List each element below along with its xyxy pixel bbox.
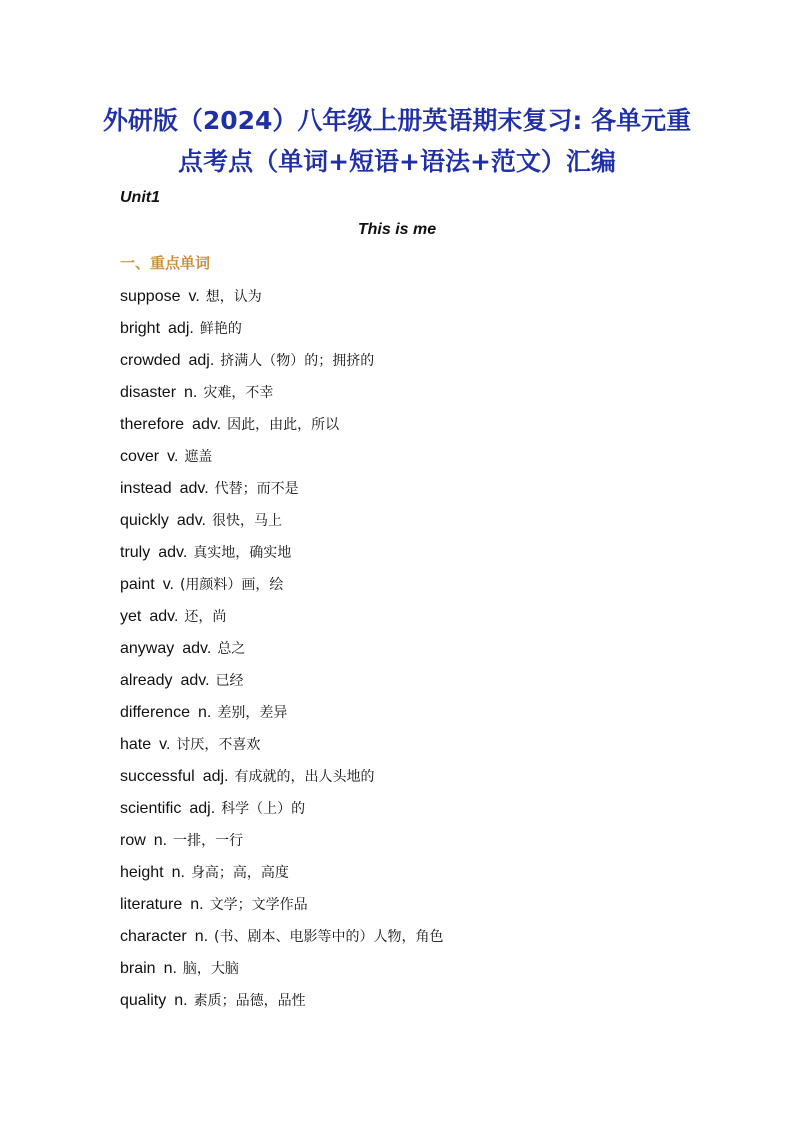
vocabulary-meaning: 挤满人（物）的；拥挤的 xyxy=(220,353,375,369)
vocabulary-part-of-speech: n. xyxy=(171,864,185,881)
vocabulary-item xyxy=(120,410,444,442)
vocabulary-word: instead xyxy=(120,480,172,497)
vocabulary-meaning: 代替；而不是 xyxy=(214,481,299,497)
vocabulary-part-of-speech: adv. xyxy=(192,416,222,433)
vocabulary-word: quality xyxy=(120,992,167,1009)
vocabulary-word: successful xyxy=(120,768,195,785)
vocabulary-word: cover xyxy=(120,448,160,465)
vocabulary-part-of-speech: adv. xyxy=(149,608,179,625)
vocabulary-word: hate xyxy=(120,736,152,753)
vocabulary-meaning: (用颜料）画，绘 xyxy=(179,577,284,593)
vocabulary-part-of-speech: adv. xyxy=(158,544,188,561)
vocabulary-item xyxy=(120,858,444,890)
vocabulary-part-of-speech: adj. xyxy=(168,320,194,337)
vocabulary-list xyxy=(120,282,444,1018)
vocabulary-meaning: 脑，大脑 xyxy=(182,961,239,977)
vocabulary-word: truly xyxy=(120,544,151,561)
vocabulary-meaning: 灾难，不幸 xyxy=(203,385,274,401)
vocabulary-item xyxy=(120,762,444,794)
vocabulary-item xyxy=(120,378,444,410)
vocabulary-meaning: 身高；高，高度 xyxy=(190,865,289,881)
vocabulary-word: scientific xyxy=(120,800,182,817)
vocabulary-part-of-speech: n. xyxy=(194,928,209,945)
vocabulary-item xyxy=(120,314,444,346)
vocabulary-word: brain xyxy=(120,960,156,977)
vocabulary-part-of-speech: adj. xyxy=(188,352,215,369)
vocabulary-word: quickly xyxy=(120,512,169,529)
document-title-line-2: 点考点（单词+短语+语法+范文）汇编 xyxy=(178,147,616,176)
vocabulary-item xyxy=(120,538,444,570)
vocabulary-word: height xyxy=(120,864,164,881)
vocabulary-word: therefore xyxy=(120,416,185,433)
vocabulary-meaning: (书、剧本、电影等中的）人物，角色 xyxy=(214,929,444,945)
vocabulary-part-of-speech: adv. xyxy=(182,640,212,657)
vocabulary-item xyxy=(120,666,444,698)
vocabulary-part-of-speech: n. xyxy=(184,384,198,401)
unit-subtitle: This is me xyxy=(357,221,437,238)
vocabulary-meaning: 因此，由此，所以 xyxy=(227,417,340,433)
vocabulary-word: row xyxy=(120,832,146,849)
vocabulary-part-of-speech: adj. xyxy=(202,768,229,785)
vocabulary-part-of-speech: adv. xyxy=(176,512,206,529)
vocabulary-item xyxy=(120,346,444,378)
vocabulary-meaning: 文学；文学作品 xyxy=(209,897,308,913)
vocabulary-item xyxy=(120,794,444,826)
vocabulary-item xyxy=(120,570,444,602)
vocabulary-meaning: 有成就的，出人头地的 xyxy=(234,769,375,785)
vocabulary-item xyxy=(120,954,444,986)
vocabulary-word: yet xyxy=(120,608,142,625)
vocabulary-meaning: 已经 xyxy=(215,673,244,689)
section-heading-key-words: 一、重点单词 xyxy=(120,254,211,272)
vocabulary-meaning: 总之 xyxy=(217,641,246,657)
document-title-line-1: 外研版（2024）八年级上册英语期末复习: 各单元重 xyxy=(102,106,692,135)
vocabulary-part-of-speech: v. xyxy=(159,736,171,753)
vocabulary-meaning: 素质；品德，品性 xyxy=(193,993,306,1009)
vocabulary-word: crowded xyxy=(120,352,181,369)
vocabulary-part-of-speech: n. xyxy=(153,832,168,849)
vocabulary-meaning: 差别，差异 xyxy=(217,705,288,721)
vocabulary-part-of-speech: v. xyxy=(188,288,200,305)
vocabulary-item xyxy=(120,282,444,314)
vocabulary-part-of-speech: n. xyxy=(163,960,177,977)
vocabulary-word: character xyxy=(120,928,187,945)
vocabulary-word: already xyxy=(120,672,173,689)
vocabulary-meaning: 遮盖 xyxy=(184,449,213,465)
vocabulary-part-of-speech: n. xyxy=(197,704,212,721)
vocabulary-word: disaster xyxy=(120,384,177,401)
vocabulary-part-of-speech: n. xyxy=(190,896,204,913)
vocabulary-part-of-speech: v. xyxy=(162,576,174,593)
vocabulary-meaning: 很快，马上 xyxy=(211,513,282,529)
vocabulary-meaning: 鲜艳的 xyxy=(199,321,242,337)
vocabulary-word: anyway xyxy=(120,640,175,657)
unit-label: Unit1 xyxy=(120,189,160,206)
vocabulary-meaning: 还，尚 xyxy=(184,609,227,625)
document-title xyxy=(100,100,694,182)
vocabulary-item xyxy=(120,506,444,538)
vocabulary-word: difference xyxy=(120,704,190,721)
vocabulary-word: literature xyxy=(120,896,183,913)
vocabulary-meaning: 科学（上）的 xyxy=(221,801,306,817)
vocabulary-part-of-speech: n. xyxy=(174,992,188,1009)
vocabulary-item xyxy=(120,890,444,922)
vocabulary-word: bright xyxy=(120,320,161,337)
vocabulary-item xyxy=(120,986,444,1018)
vocabulary-word: suppose xyxy=(120,288,181,305)
vocabulary-item xyxy=(120,826,444,858)
vocabulary-item xyxy=(120,634,444,666)
vocabulary-item xyxy=(120,730,444,762)
vocabulary-item xyxy=(120,474,444,506)
vocabulary-item xyxy=(120,602,444,634)
vocabulary-part-of-speech: adv. xyxy=(179,480,209,497)
vocabulary-item xyxy=(120,698,444,730)
vocabulary-item xyxy=(120,922,444,954)
vocabulary-meaning: 讨厌，不喜欢 xyxy=(176,737,261,753)
vocabulary-part-of-speech: adj. xyxy=(189,800,216,817)
vocabulary-meaning: 想，认为 xyxy=(205,289,262,305)
vocabulary-item xyxy=(120,442,444,474)
vocabulary-part-of-speech: v. xyxy=(167,448,179,465)
vocabulary-meaning: 一排，一行 xyxy=(173,833,244,849)
vocabulary-meaning: 真实地，确实地 xyxy=(193,545,292,561)
vocabulary-part-of-speech: adv. xyxy=(180,672,210,689)
vocabulary-word: paint xyxy=(120,576,155,593)
